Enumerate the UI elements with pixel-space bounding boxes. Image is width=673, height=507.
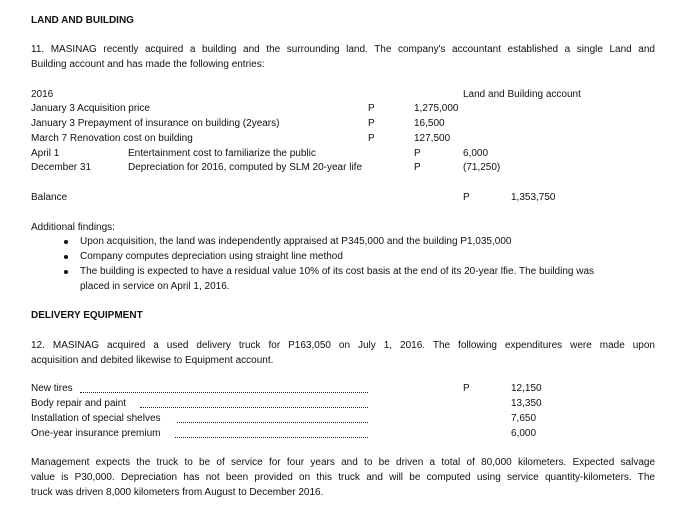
- expense-label: New tires: [31, 383, 73, 394]
- closing-line-3: truck was driven 8,000 kilometers from August to December 2016.: [31, 487, 324, 498]
- expense-ref: P: [463, 383, 470, 394]
- closing-line-1: Management expects the truck to be of service for four years and to be driven a total of 80,000 kilometers. Expected salvage: [31, 457, 655, 468]
- bullet-icon: [64, 240, 68, 244]
- entry-debit: 1,275,000: [414, 103, 459, 114]
- expense-amount: 7,650: [511, 413, 537, 424]
- problem-11-line-2: Building account and has made the following entries:: [31, 59, 265, 70]
- closing-line-2: value is P30,000. Depreciation has not been provided on this truck and will be computed using service quantity-kilometers. The: [31, 472, 655, 483]
- year-label: 2016: [31, 89, 54, 100]
- problem-12-line-1: 12. MASINAG acquired a used delivery truck for P163,050 on July 1, 2016. The following expenditures were made upon: [31, 340, 655, 351]
- problem-11-line-1: 11. MASINAG recently acquired a building and the surrounding land. The company's accountant established a single Land and: [31, 44, 655, 55]
- dot-leader: [177, 422, 368, 423]
- finding-line: Upon acquisition, the land was independently appraised at P345,000 and the building P1,035,000: [80, 236, 512, 247]
- entry-date: January 3 Prepayment of insurance on building (2years): [31, 118, 280, 129]
- entry-debit: 16,500: [414, 118, 445, 129]
- entry-date: March 7 Renovation cost on building: [31, 133, 193, 144]
- entry-debit: 127,500: [414, 133, 451, 144]
- problem-12-line-2: acquisition and debited likewise to Equipment account.: [31, 355, 274, 366]
- section-heading-delivery-equipment: DELIVERY EQUIPMENT: [31, 310, 143, 321]
- expense-label: Body repair and paint: [31, 398, 127, 409]
- entry-desc: Entertainment cost to familiarize the public: [128, 148, 316, 159]
- balance-ref: P: [463, 192, 470, 203]
- expense-amount: 12,150: [511, 383, 542, 394]
- finding-line: Company computes depreciation using straight line method: [80, 251, 343, 262]
- entry-ref-credit: P: [414, 148, 421, 159]
- expense-label: Installation of special shelves: [31, 413, 161, 424]
- dot-leader: [80, 392, 368, 393]
- balance-label: Balance: [31, 192, 68, 203]
- entry-credit: (71,250): [463, 162, 501, 173]
- finding-line: placed in service on April 1, 2016.: [80, 281, 230, 292]
- entry-date: December 31: [31, 162, 92, 173]
- entry-date: January 3 Acquisition price: [31, 103, 150, 114]
- bullet-icon: [64, 270, 68, 274]
- entry-desc: Depreciation for 2016, computed by SLM 20-year life: [128, 162, 363, 173]
- expense-amount: 6,000: [511, 428, 537, 439]
- expense-amount: 13,350: [511, 398, 542, 409]
- section-heading-land-building: LAND AND BUILDING: [31, 15, 134, 26]
- expense-label: One-year insurance premium: [31, 428, 161, 439]
- entry-ref: P: [368, 133, 375, 144]
- entry-ref: P: [368, 103, 375, 114]
- entry-date: April 1: [31, 148, 60, 159]
- balance-value: 1,353,750: [511, 192, 556, 203]
- entry-ref: P: [368, 118, 375, 129]
- dot-leader: [140, 407, 368, 408]
- entry-ref-credit: P: [414, 162, 421, 173]
- dot-leader: [175, 437, 368, 438]
- bullet-icon: [64, 255, 68, 259]
- account-title: Land and Building account: [463, 89, 581, 100]
- finding-line: The building is expected to have a residual value 10% of its cost basis at the end of its 20-year lfie. The building was: [80, 266, 595, 277]
- findings-title: Additional findings:: [31, 222, 115, 233]
- entry-credit: 6,000: [463, 148, 489, 159]
